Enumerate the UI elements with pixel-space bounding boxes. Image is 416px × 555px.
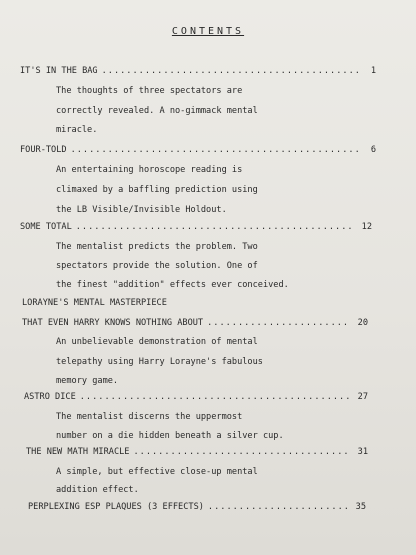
leader-dots xyxy=(71,145,358,155)
entry-description-line: spectators provide the solution. One of xyxy=(56,261,258,271)
leader-dots xyxy=(207,318,350,328)
entry-description-line: A simple, but effective close-up mental xyxy=(56,467,258,477)
leader-dots xyxy=(208,502,348,512)
entry-description-line: The mentalist predicts the problem. Two xyxy=(56,242,258,252)
entry-title: IT'S IN THE BAG xyxy=(20,66,98,76)
entry-title: FOUR-TOLD xyxy=(20,145,67,155)
entry-title: PERPLEXING ESP PLAQUES (3 EFFECTS) xyxy=(28,502,204,512)
leader-dots xyxy=(133,447,350,457)
entry-title: ASTRO DICE xyxy=(24,392,76,402)
toc-entry-its-in-the-bag xyxy=(20,66,376,76)
entry-title-first-line: LORAYNE'S MENTAL MASTERPIECE xyxy=(22,298,167,308)
entry-description-line: miracle. xyxy=(56,125,98,135)
entry-description-line: climaxed by a baffling prediction using xyxy=(56,185,258,195)
leader-dots xyxy=(76,222,354,232)
leader-dots xyxy=(80,392,350,402)
leader-dots xyxy=(102,66,358,76)
entry-page-number: 31 xyxy=(357,447,368,457)
toc-entry-new-math-miracle xyxy=(26,447,368,457)
entry-page-number: 35 xyxy=(355,502,366,512)
entry-title: THAT EVEN HARRY KNOWS NOTHING ABOUT xyxy=(22,318,204,328)
entry-page-number: 20 xyxy=(357,318,368,328)
entry-description-line: addition effect. xyxy=(56,485,139,495)
toc-entry-esp-plaques xyxy=(28,502,366,512)
entry-description-line: the LB Visible/Invisible Holdout. xyxy=(56,205,227,215)
entry-description-line: The thoughts of three spectators are xyxy=(56,86,243,96)
toc-entry-lorayne-masterpiece xyxy=(22,318,368,328)
entry-page-number: 27 xyxy=(357,392,368,402)
entry-description-line: number on a die hidden beneath a silver cup. xyxy=(56,431,284,441)
toc-entry-four-told xyxy=(20,145,376,155)
entry-description-line: An entertaining horoscope reading is xyxy=(56,165,243,175)
entry-title: SOME TOTAL xyxy=(20,222,72,232)
entry-page-number: 1 xyxy=(370,66,376,76)
entry-description-line: memory game. xyxy=(56,376,119,386)
entry-description-line: An unbelievable demonstration of mental xyxy=(56,337,258,347)
toc-entry-some-total xyxy=(20,222,372,232)
entry-page-number: 12 xyxy=(361,222,372,232)
entry-page-number: 6 xyxy=(370,145,376,155)
toc-entry-astro-dice xyxy=(24,392,368,402)
entry-description-line: correctly revealed. A no-gimmack mental xyxy=(56,106,258,116)
contents-heading: CONTENTS xyxy=(171,26,245,37)
entry-description-line: the finest "addition" effects ever conceived. xyxy=(56,280,289,290)
entry-description-line: The mentalist discerns the uppermost xyxy=(56,412,243,422)
entry-description-line: telepathy using Harry Lorayne's fabulous xyxy=(56,357,263,367)
entry-title: THE NEW MATH MIRACLE xyxy=(26,447,130,457)
